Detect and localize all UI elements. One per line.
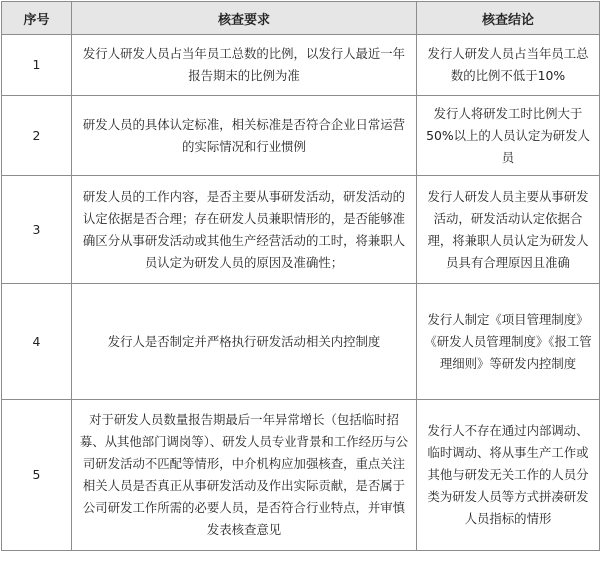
row-requirement: 发行人研发人员占当年员工总数的比例，以发行人最近一年报告期末的比例为准 xyxy=(72,35,417,96)
header-index: 序号 xyxy=(2,2,72,35)
row-conclusion: 发行人不存在通过内部调动、临时调动、将从事生产工作或其他与研发无关工作的人员分类为研发人员等方式拼凑研发人员指标的情形 xyxy=(417,400,600,551)
row-requirement: 对于研发人员数量报告期最后一年异常增长（包括临时招募、从其他部门调岗等）、研发人员专业背景和工作经历与公司研发活动不匹配等情形，中介机构应加强核查，重点关注相关人员是否真正从事研发活动及作出实际贡献，是否属于公司研发工作所需的必要人员，是否符合行业特点，并审慎发表核查意见 xyxy=(72,400,417,551)
row-requirement: 发行人是否制定并严格执行研发活动相关内控制度 xyxy=(72,284,417,400)
row-index: 4 xyxy=(2,284,72,400)
row-conclusion: 发行人研发人员主要从事研发活动，研发活动认定依据合理，将兼职人员认定为研发人员具有合理原因且准确 xyxy=(417,176,600,284)
verification-table xyxy=(1,1,600,551)
table-row xyxy=(2,35,600,96)
header-requirement: 核查要求 xyxy=(72,2,417,35)
row-index: 2 xyxy=(2,96,72,176)
row-index: 5 xyxy=(2,400,72,551)
header-conclusion: 核查结论 xyxy=(417,2,600,35)
table-row xyxy=(2,176,600,284)
row-index: 1 xyxy=(2,35,72,96)
row-index: 3 xyxy=(2,176,72,284)
table-row xyxy=(2,96,600,176)
row-requirement: 研发人员的具体认定标准，相关标准是否符合企业日常运营的实际情况和行业惯例 xyxy=(72,96,417,176)
row-conclusion: 发行人制定《项目管理制度》《研发人员管理制度》《报工管理细则》等研发内控制度 xyxy=(417,284,600,400)
row-conclusion: 发行人将研发工时比例大于50%以上的人员认定为研发人员 xyxy=(417,96,600,176)
table-row xyxy=(2,400,600,551)
row-requirement: 研发人员的工作内容，是否主要从事研发活动，研发活动的认定依据是否合理；存在研发人员兼职情形的，是否能够准确区分从事研发活动或其他生产经营活动的工时，将兼职人员认定为研发人员的原因及准确性； xyxy=(72,176,417,284)
table-row xyxy=(2,284,600,400)
row-conclusion: 发行人研发人员占当年员工总数的比例不低于10% xyxy=(417,35,600,96)
header-row xyxy=(2,2,600,35)
